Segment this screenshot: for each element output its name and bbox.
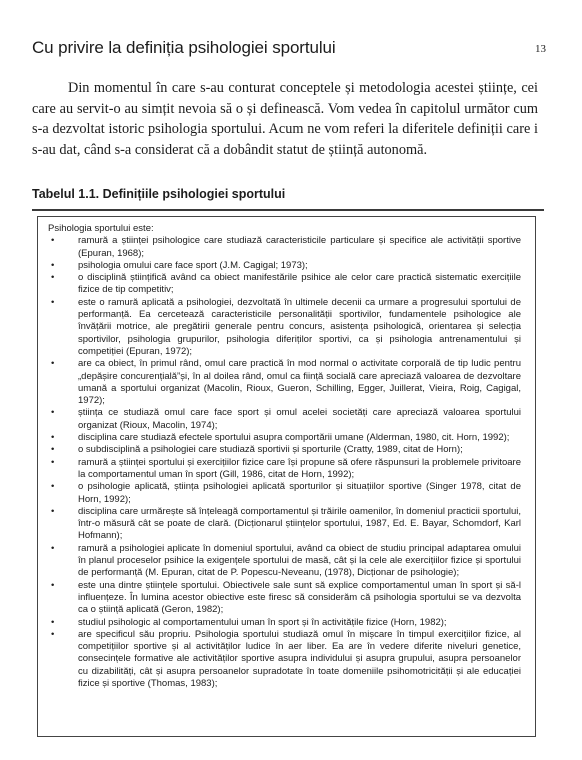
- bullet: •: [51, 432, 55, 444]
- page-number: 13: [535, 43, 546, 55]
- definition-text: ramură a științei sportului și exercițiilor fizice care își propune să ofere răspunsuri la problemele privitoare la comportamentul uman în sport (Gill, 1986, citat de Horn, 1992);: [78, 456, 521, 480]
- definition-item: [48, 457, 521, 482]
- bullet: •: [51, 407, 55, 419]
- definitions-box: [37, 216, 536, 737]
- definition-item: [48, 629, 521, 690]
- definition-item: [48, 432, 521, 444]
- caption-rule: [32, 209, 544, 211]
- table-caption: Tabelul 1.1. Definițiile psihologiei sportului: [32, 187, 286, 201]
- bullet: •: [51, 259, 55, 271]
- definition-item: [48, 260, 521, 272]
- definition-text: o disciplină științifică având ca obiect manifestările psihice ale celor care practică sistematic exercițiile fizice de tip competitiv;: [78, 272, 521, 296]
- definition-item: [48, 297, 521, 358]
- section-title: Cu privire la definiția psihologiei sportului: [32, 38, 336, 57]
- bullet: •: [51, 456, 55, 468]
- definition-item: [48, 481, 521, 506]
- definition-text: disciplina care urmărește să înțeleagă comportamentul și trăirile oamenilor, în domeniul practicii sportului, într-o măsură cât se poate de clară. (Dicționarul științelor sportului, 1987, Ed. E. Bayar, Schomdorf, Karl Hofmann);: [78, 505, 522, 542]
- definitions-intro: Psihologia sportului este:: [48, 223, 154, 234]
- bullet: •: [51, 296, 55, 308]
- intro-paragraph: Din momentul în care s-au conturat conceptele și metodologia acestei științe, cei care au servit-o au simțit nevoia să o și definească. Vom vedea în capitolul următor cum s-a dezvoltat istoric psihologia sportului. Acum ne vom referi la diferitele definiții care i s-au dat, când s-a considerat că a dobândit statut de știință autonomă.: [32, 80, 538, 158]
- definition-item: [48, 617, 521, 629]
- definition-text: disciplina care studiază efectele sportului asupra comportării umane (Alderman, 1980, cit. Horn, 1992);: [78, 432, 510, 444]
- bullet: •: [51, 358, 55, 370]
- definition-text: are specificul său propriu. Psihologia sportului studiază omul în mișcare în timpul exercițiilor fizice, al competițiilor sportive și al activităților ludice în aer liber. Ea are în vedere diferite niveluri genetice, consecințele formative ale activităților sportive asupra individului și asupra grupului, asupra persoanelor cu dizabilități, cât și asupra persoanelor supradotate în toate domeniile psihomotricității și ale educației fizice și sportive (Thomas, 1983);: [78, 628, 521, 689]
- definition-text: ramură a științei psihologice care studiază caracteristicile particulare și specifice ale activității sportive (Epuran, 1968);: [78, 235, 521, 259]
- bullet: •: [51, 542, 55, 554]
- definition-item: [48, 235, 521, 260]
- bullet: •: [51, 579, 55, 591]
- bullet: •: [51, 505, 55, 517]
- bullet: •: [51, 616, 55, 628]
- definition-text: o subdisciplină a psihologiei care studiază sportivii și sporturile (Cratty, 1989, citat de Horn);: [78, 444, 463, 456]
- bullet: •: [51, 272, 55, 284]
- definition-text: studiul psihologic al comportamentului uman în sport și în activitățile fizice (Horn, 1982);: [78, 616, 447, 628]
- definition-text: este o ramură aplicată a psihologiei, dezvoltată în ultimele decenii ca urmare a progresului sportului de performanță. Ea cercetează caracteristicile personalității sportivilor, fundamentele psihologice ale învățării motrice, ale pregătirii generale pentru concurs, asistența psihologică, orientarea și selecția sportivilor, psihologia grupurilor, psihologia diferiților sportivi, ca și psihologia antrenamentului și competiției (Epuran, 1972);: [78, 296, 521, 357]
- definition-item: [48, 444, 521, 456]
- bullet: •: [51, 444, 55, 456]
- definition-item: [48, 580, 521, 617]
- definition-item: [48, 543, 521, 580]
- definition-text: are ca obiect, în primul rând, omul care practică în mod normal o activitate corporală de tip ludic pentru „depășire concurențială”și, în al doilea rând, omul ca ființă socială care apreciază valoarea de dezvoltare umană a sportului organizat (Macolin, Rioux, Gueron, Schilling, Egger, Juillerat, Vieira, Roig, Cagigal, 1972);: [78, 358, 521, 407]
- bullet: •: [51, 235, 55, 247]
- definition-text: ramură a psihologiei aplicate în domeniul sportului, având ca obiect de studiu principal adaptarea omului în planul proceselor psihice la exigențele sportului de masă, cât și la cele ale exercițiilor fizice și sportului de performanță (M. Epuran, citat de P. Popescu-Neveanu, (1978), Dicționar de psihologie);: [78, 542, 521, 579]
- definition-text: știința ce studiază omul care face sport și omul acelei societăți care apreciază valoarea sportului organizat (Rioux, Macolin, 1974);: [78, 407, 521, 431]
- bullet: •: [51, 481, 55, 493]
- bullet: •: [51, 628, 55, 640]
- definition-text: o psihologie aplicată, știința psihologiei aplicată sporturilor și situațiilor sportive (Singer 1978, citat de Horn, 1992);: [78, 481, 521, 505]
- definition-item: [48, 272, 521, 297]
- definitions-list: [48, 235, 521, 690]
- definition-item: [48, 407, 521, 432]
- definition-item: [48, 358, 521, 407]
- definition-text: psihologia omului care face sport (J.M. Cagigal; 1973);: [78, 259, 308, 271]
- definition-text: este una dintre științele sportului. Obiectivele sale sunt să explice comportamentul uman în sport și să-l influențeze. În lumina acestor obiective este firesc să considerăm că psihologia sportului se va dezvolta ca o știință aplicată (Geron, 1982);: [78, 579, 521, 616]
- definition-item: [48, 506, 521, 543]
